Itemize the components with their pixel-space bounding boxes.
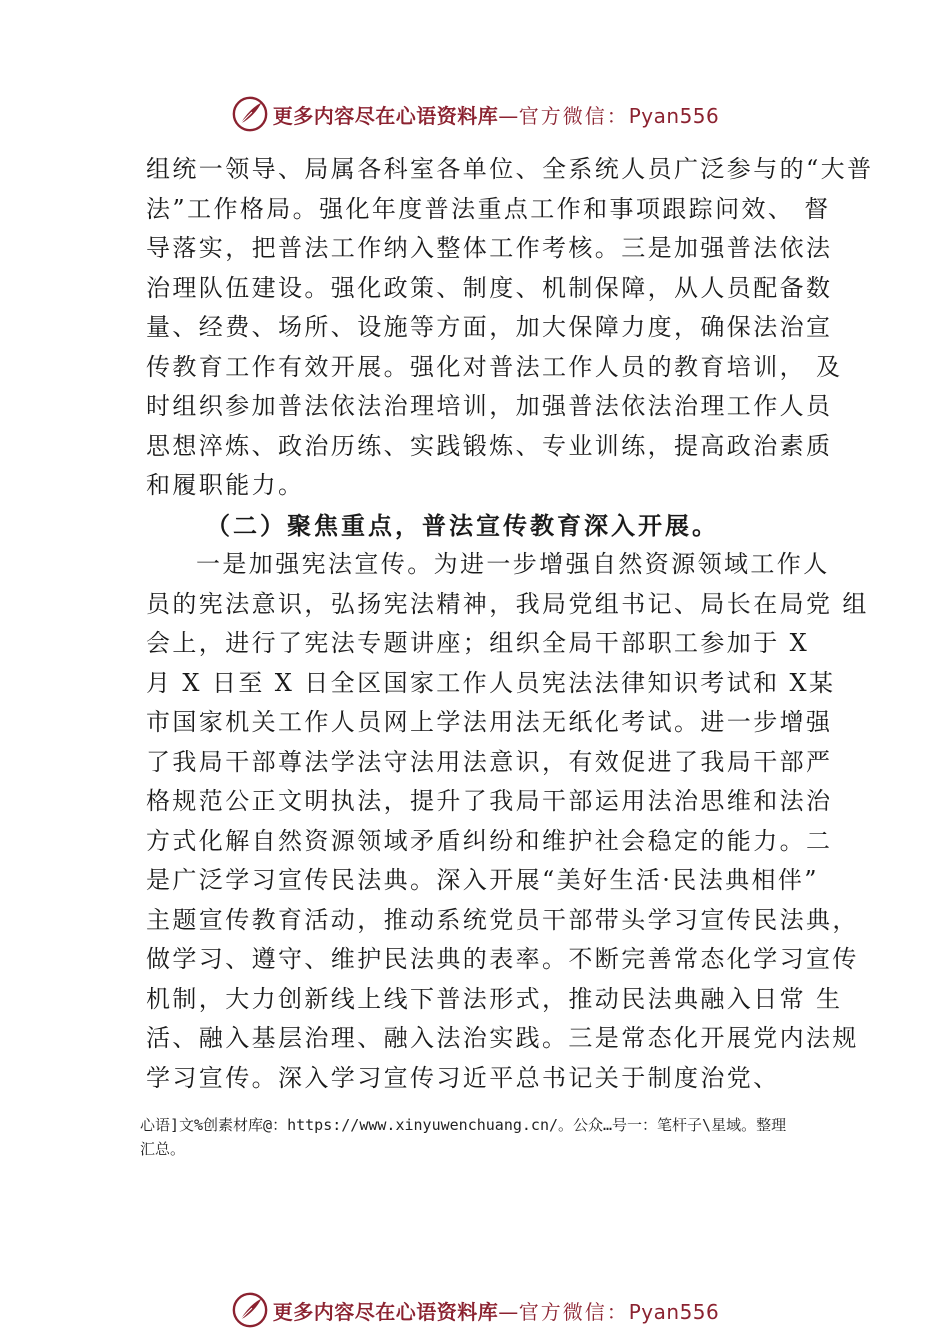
document-body [146,150,874,1098]
quill-logo-icon [231,95,269,133]
body-line: 时组织参加普法依法治理培训，加强普法依法治理工作人员 [146,392,833,420]
banner-wechat-label: 官方微信： [518,103,629,128]
banner-main: 更多内容尽在心语资料库 [272,1299,499,1324]
banner-wechat-id: Pyan556 [628,1299,720,1324]
footer-banner [0,1290,950,1330]
banner-text [273,100,720,129]
footnote-line-2: 汇总。 [140,1140,186,1158]
body-line: 员的宪法意识，弘扬宪法精神，我局党组书记、局长在局党 组 [146,589,869,618]
body-line: 传教育工作有效开展。强化对普法工作人员的教育培训， 及 [146,352,843,381]
banner-wechat-label: 官方微信： [518,1299,629,1324]
body-line: 了我局干部尊法学法守法用法意识，有效促进了我局干部严 [146,747,833,776]
banner-wechat-id: Pyan556 [628,103,720,128]
body-line: 是广泛学习宣传民法典。深入开展“美好生活·民法典相伴” [146,866,819,894]
banner-dash: — [498,1299,519,1324]
body-line: 市国家机关工作人员网上学法用法无纸化考试。进一步增强 [146,708,833,736]
body-line: 做学习、遵守、维护民法典的表率。不断完善常态化学习宣传 [146,945,859,973]
body-line: 组统一领导、局属各科室各单位、全系统人员广泛参与的“大普 [146,155,874,183]
body-line: 思想淬炼、政治历练、实践锻炼、专业训练，提高政治素质 [146,431,833,460]
body-line: 学习宣传。深入学习宣传习近平总书记关于制度治党、 [146,1063,780,1092]
body-line: 会上，进行了宪法专题讲座；组织全局干部职工参加于 X [146,629,810,657]
banner-dash: — [498,103,519,128]
body-line: 月 X 日至 X 日全区国家工作人员宪法法律知识考试和 X某 [146,668,836,697]
body-line: 格规范公正文明执法，提升了我局干部运用法治思维和法治 [146,787,833,815]
body-line: 主题宣传教育活动，推动系统党员干部带头学习宣传民法典， [146,905,859,934]
body-line: 导落实，把普法工作纳入整体工作考核。三是加强普法依法 [146,234,833,262]
body-line: 活、融入基层治理、融入法治实践。三是常态化开展党内法规 [146,1024,859,1052]
body-line: 量、经费、场所、设施等方面，加大保障力度，确保法治宣 [146,313,833,341]
footnote-line-1: 心语]文%创素材库@：https://www.xinyuwenchuang.cn/。公众…号一：笔杆子\星域。整理 [140,1116,787,1134]
body-line: 机制，大力创新线上线下普法形式，推动民法典融入日常 生 [146,984,843,1013]
body-line: 方式化解自然资源领域矛盾纠纷和维护社会稳定的能力。二 [146,826,833,855]
body-line: 和履职能力。 [146,471,305,499]
header-banner [0,94,950,134]
body-line: 法”工作格局。强化年度普法重点工作和事项跟踪问效、 督 [146,194,831,223]
body-line: 治理队伍建设。强化政策、制度、机制保障，从人员配备数 [146,273,833,302]
section-heading: （二）聚焦重点，普法宣传教育深入开展。 [206,510,719,540]
quill-logo-icon [231,1291,269,1329]
banner-main: 更多内容尽在心语资料库 [272,103,499,128]
source-footnote [140,1113,840,1161]
body-line: 一是加强宪法宣传。为进一步增强自然资源领域工作人 [196,550,830,578]
banner-text [273,1296,720,1325]
